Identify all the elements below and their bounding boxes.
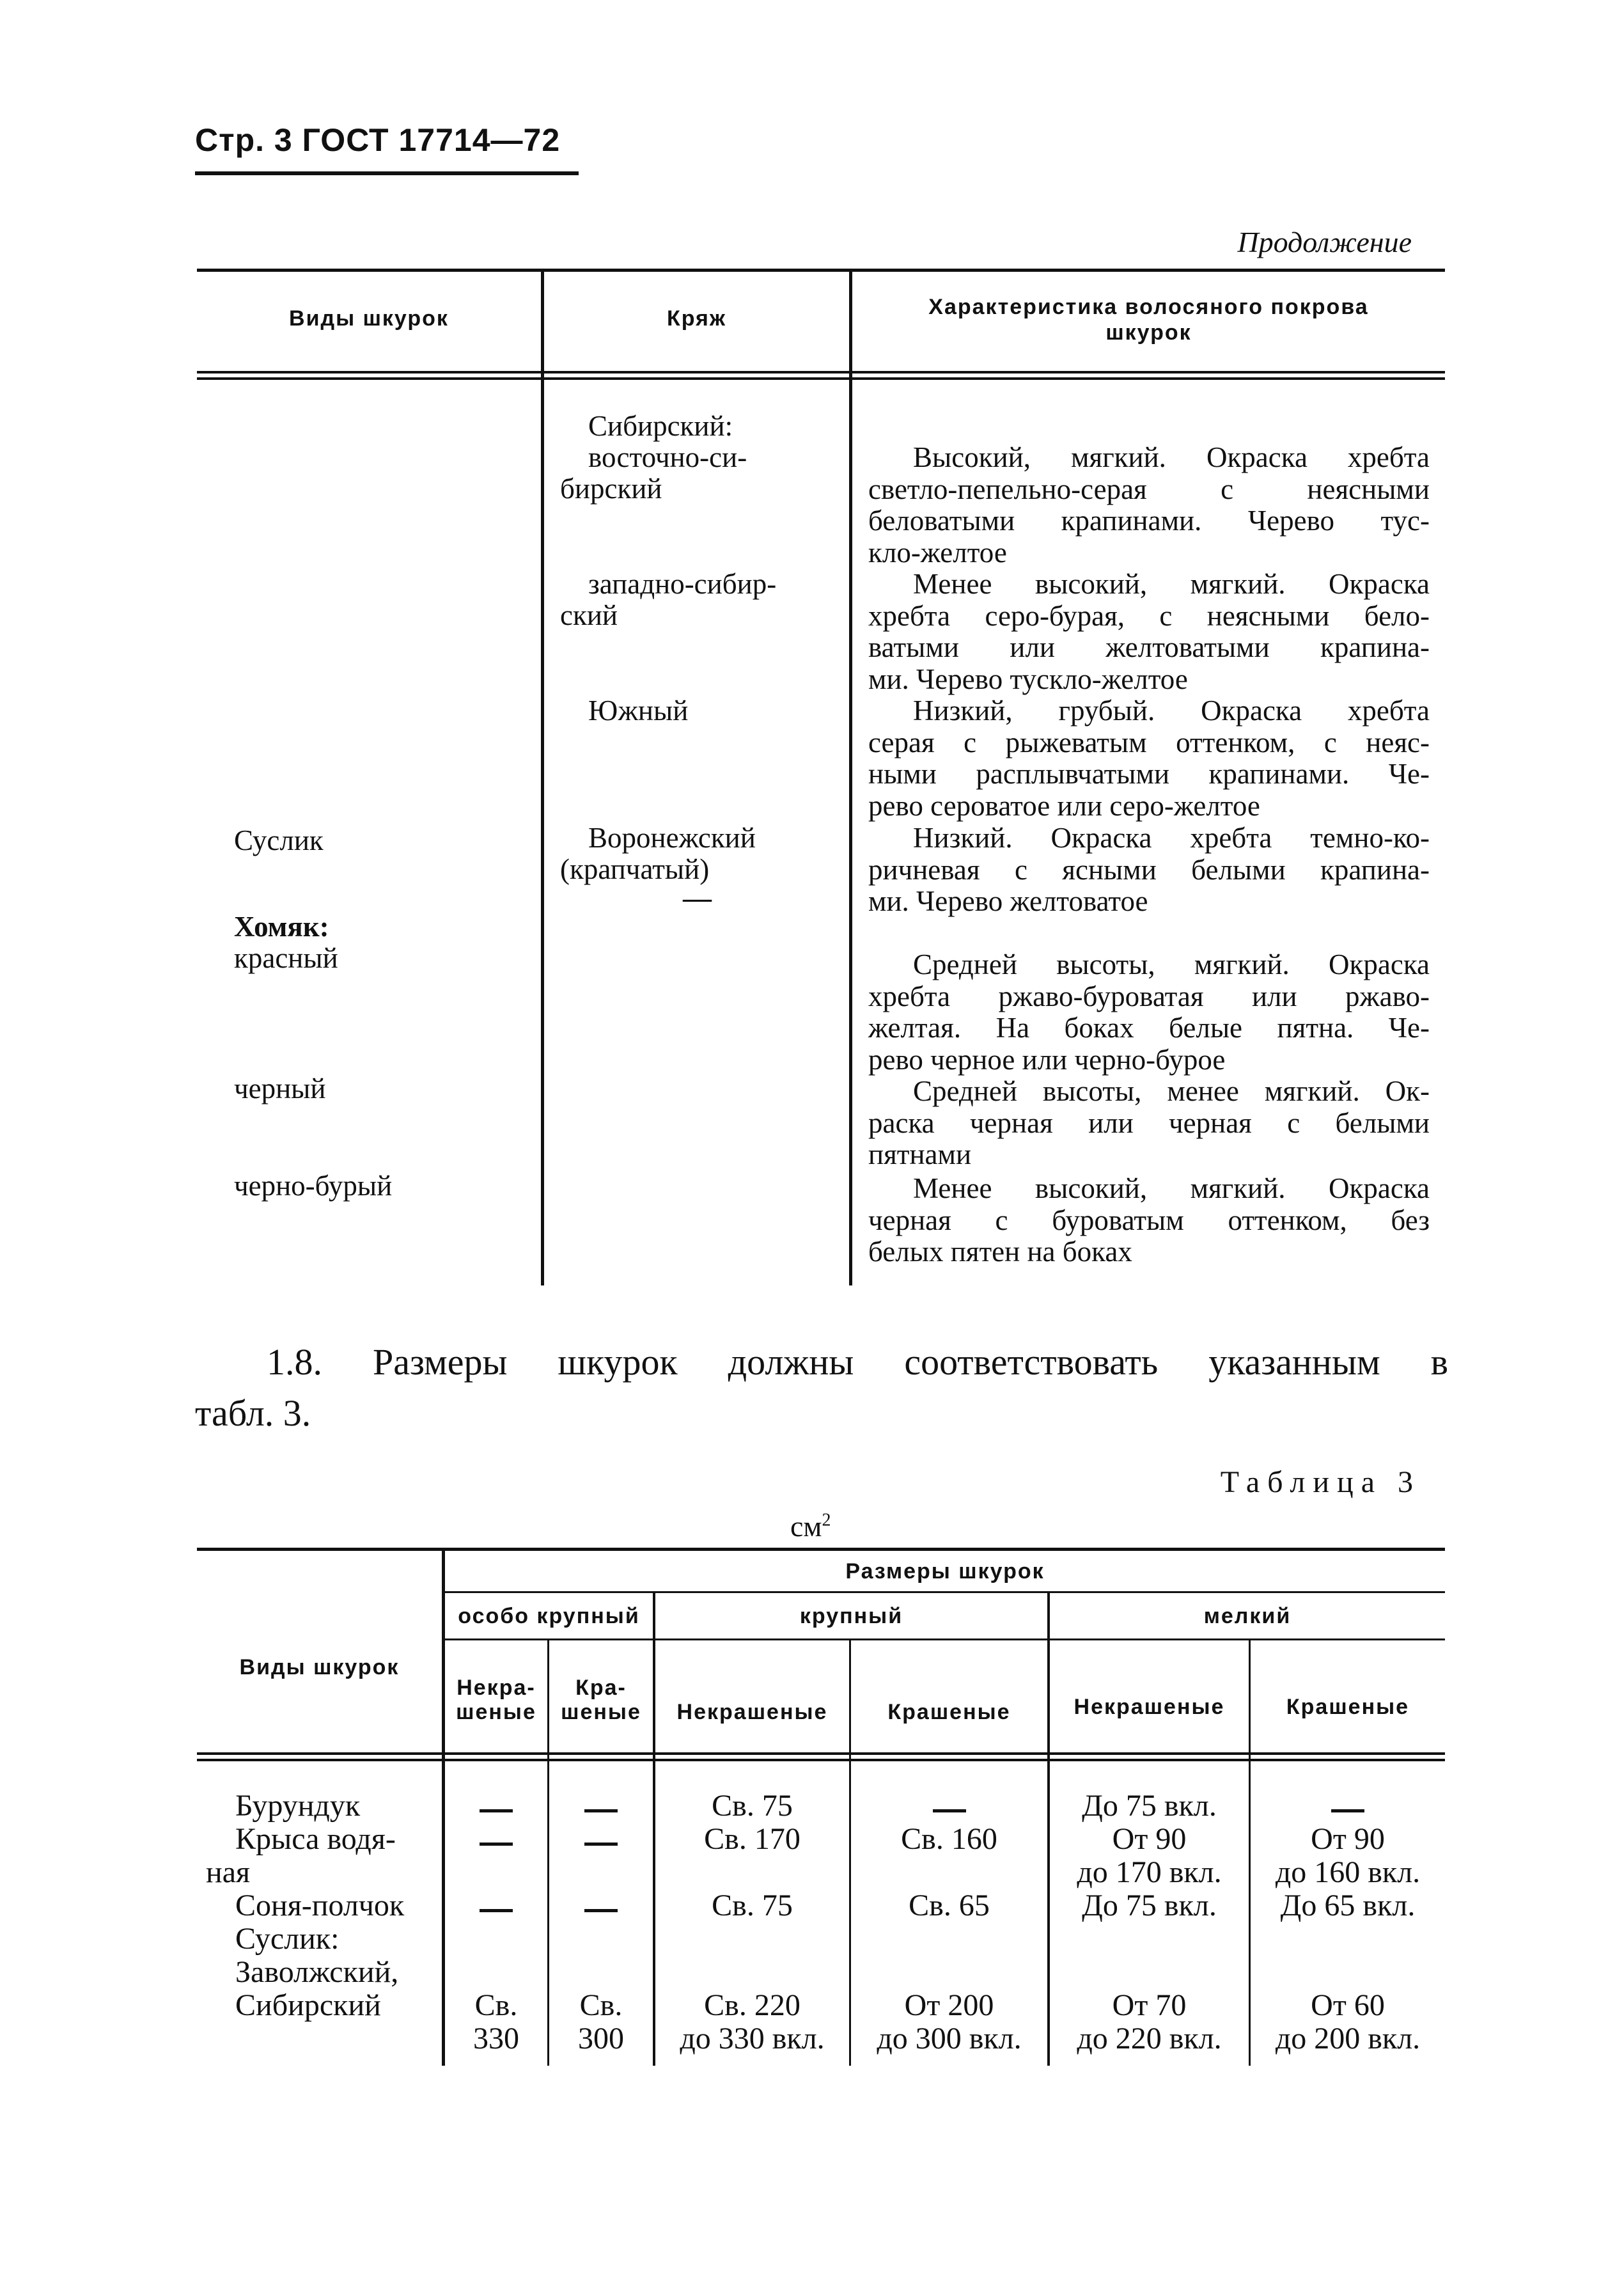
table-3-label: Таблица 3	[1220, 1465, 1421, 1499]
char-line: серая с рыжеватым оттенком, с неяс-	[868, 726, 1430, 758]
dash-mark	[1331, 1809, 1364, 1812]
char-line: Средней высоты, мягкий. Окраска	[913, 948, 1430, 980]
cell-suslik-large-dyed-2: до 300 вкл.	[877, 2022, 1022, 2055]
char-line: Менее высокий, мягкий. Окраска	[913, 1172, 1430, 1204]
table-fur-characteristics	[197, 269, 1445, 1292]
char-line: ватыми или желтоватыми крапина-	[868, 631, 1430, 663]
char-line: рево черное или черно-бурое	[868, 1043, 1226, 1076]
char-line: пятнами	[868, 1138, 972, 1170]
cell-dash	[445, 1892, 547, 1925]
char-line: ми. Черево желтоватое	[868, 885, 1148, 917]
cell-dash	[549, 1825, 653, 1858]
cell-suslik-large-undyed-2: до 330 вкл.	[680, 2022, 825, 2055]
col-header-kinds: Виды шкурок	[239, 1655, 400, 1679]
char-line: раска черная или черная с белыми	[868, 1106, 1430, 1139]
col-header-small-undyed: Некрашеные	[1074, 1695, 1225, 1719]
header-rule-groups	[445, 1638, 1445, 1640]
units-superscript: 2	[822, 1510, 831, 1530]
cell-suslik-xl-dyed-2: 300	[578, 2022, 624, 2055]
dash-mark	[480, 1909, 513, 1912]
column-divider	[541, 269, 544, 1285]
column-divider	[849, 269, 852, 1285]
col-header-extra-large: особо крупный	[458, 1604, 640, 1628]
char-blackbrown-hamster	[868, 1173, 1430, 1268]
char-line: ными расплывчатыми крапинами. Че-	[868, 758, 1430, 790]
char-line: ми. Черево тускло-желтое	[868, 663, 1188, 695]
table-top-rule	[197, 269, 1445, 272]
char-line: хребта серо-бурая, с неясными бело-	[868, 599, 1430, 632]
cell-suslik-small-undyed-1: От 70	[1112, 1988, 1187, 2022]
col-header-kryazh: Кряж	[666, 306, 727, 331]
header-line: Некра-	[457, 1676, 536, 1700]
header-bottom-rule-1	[197, 1752, 1445, 1755]
cell-sonya-small-undyed: До 75 вкл.	[1082, 1889, 1217, 1922]
row-label-zavolzh: Заволжский,	[235, 1955, 399, 1989]
cell-suslik-small-undyed-2: до 220 вкл.	[1077, 2022, 1222, 2055]
kind-red: красный	[234, 942, 338, 974]
kryazh-west-2: ский	[560, 599, 618, 631]
header-rule-sizes	[445, 1591, 1445, 1593]
kryazh-voronezh-1: Воронежский	[588, 822, 756, 854]
header-rule-1	[197, 371, 1445, 373]
col-header-large: крупный	[799, 1604, 903, 1628]
col-header-small-dyed: Крашеные	[1286, 1695, 1410, 1719]
char-line: черная с буроватым оттенком, без	[868, 1204, 1430, 1236]
header-rule	[195, 171, 579, 175]
cell-suslik-small-dyed-2: до 200 вкл.	[1275, 2022, 1421, 2055]
units-label	[790, 1509, 831, 1543]
table-3-sizes	[197, 1548, 1445, 2072]
col-header-xl-undyed	[445, 1676, 547, 1724]
kryazh-dash: —	[683, 882, 712, 914]
char-red-hamster	[868, 949, 1430, 1076]
char-black-hamster	[868, 1076, 1430, 1171]
dash-mark	[933, 1809, 966, 1812]
row-label-krysa-2: ная	[206, 1855, 251, 1889]
dash-mark	[584, 1809, 618, 1812]
row-label-burunduk: Бурундук	[235, 1789, 361, 1823]
col-header-kinds: Виды шкурок	[289, 306, 449, 331]
dash-mark	[480, 1809, 513, 1812]
char-line: Низкий, грубый. Окраска хребта	[913, 695, 1430, 727]
cell-krysa-small-dyed-1: От 90	[1311, 1822, 1385, 1856]
header-line: шеные	[561, 1700, 641, 1724]
char-line: ричневая с ясными белыми крапина-	[868, 853, 1430, 886]
char-line: желтая. На боках белые пятна. Че-	[868, 1012, 1430, 1044]
kind-hamster: Хомяк:	[234, 911, 329, 943]
char-voronezh	[868, 822, 1430, 918]
col-header-xl-dyed	[549, 1676, 653, 1724]
paragraph-line: табл. 3.	[195, 1392, 311, 1434]
cell-krysa-small-undyed-2: до 170 вкл.	[1077, 1855, 1222, 1889]
kryazh-west-1: западно-сибир-	[588, 568, 777, 600]
cell-krysa-small-dyed-2: до 160 вкл.	[1275, 1855, 1421, 1889]
char-line: Средней высоты, менее мягкий. Ок-	[913, 1075, 1430, 1107]
char-line: рево сероватое или серо-желтое	[868, 789, 1260, 822]
cell-suslik-small-dyed-1: От 60	[1311, 1988, 1385, 2022]
cell-dash	[1251, 1792, 1445, 1825]
cell-sonya-large-dyed: Св. 65	[909, 1889, 990, 1922]
paragraph-1-8	[195, 1337, 1448, 1439]
cell-dash	[549, 1892, 653, 1925]
dash-mark	[480, 1843, 513, 1846]
cell-burunduk-large-undyed: Св. 75	[712, 1789, 793, 1823]
cell-burunduk-small-undyed: До 75 вкл.	[1082, 1789, 1217, 1823]
char-line: светло-пепельно-серая с неясными	[868, 473, 1430, 505]
kryazh-voronezh-2: (крапчатый)	[560, 853, 710, 885]
cell-krysa-large-dyed: Св. 160	[901, 1822, 997, 1856]
table-top-rule	[197, 1548, 1445, 1551]
page-header: Стр. 3 ГОСТ 17714—72	[195, 122, 561, 158]
col-header-line: шкурок	[1105, 320, 1192, 345]
row-label-suslik: Суслик:	[235, 1922, 340, 1956]
units-text: см	[790, 1510, 822, 1543]
char-line: белых пятен на боках	[868, 1236, 1132, 1268]
header-line: Кра-	[575, 1676, 627, 1700]
col-header-line: Характеристика волосяного покрова	[928, 295, 1369, 319]
dash-mark	[584, 1909, 618, 1912]
cell-dash	[445, 1792, 547, 1825]
col-header-sizes: Размеры шкурок	[845, 1559, 1045, 1583]
char-line: беловатыми крапинами. Черево тус-	[868, 505, 1430, 537]
kryazh-south: Южный	[588, 695, 689, 727]
row-label-krysa-1: Крыса водя-	[235, 1822, 396, 1856]
cell-krysa-small-undyed-1: От 90	[1112, 1822, 1187, 1856]
char-east-siberian	[868, 442, 1430, 569]
kind-suslik: Суслик	[234, 824, 324, 856]
kind-black: черный	[234, 1073, 326, 1104]
dash-mark	[584, 1843, 618, 1846]
cell-dash	[851, 1792, 1047, 1825]
cell-sonya-large-undyed: Св. 75	[712, 1889, 793, 1922]
cell-sonya-small-dyed: До 65 вкл.	[1280, 1889, 1416, 1922]
paragraph-line: 1.8. Размеры шкурок должны соответствовать указанным в	[267, 1341, 1448, 1383]
cell-suslik-large-dyed-1: От 200	[904, 1988, 994, 2022]
kryazh-east-1: восточно-си-	[588, 441, 747, 473]
col-header-small: мелкий	[1203, 1604, 1292, 1628]
cell-suslik-xl-dyed-1: Св.	[579, 1988, 623, 2022]
char-west-siberian	[868, 569, 1430, 695]
col-header-large-dyed: Крашеные	[887, 1700, 1011, 1724]
col-header-characteristics	[852, 294, 1445, 345]
row-label-sib: Сибирский	[235, 1988, 381, 2022]
char-line: хребта ржаво-буроватая или ржаво-	[868, 980, 1430, 1012]
cell-suslik-large-undyed-1: Св. 220	[704, 1988, 800, 2022]
char-south	[868, 695, 1430, 822]
char-line: Высокий, мягкий. Окраска хребта	[913, 441, 1430, 473]
cell-dash	[445, 1825, 547, 1858]
char-line: Низкий. Окраска хребта темно-ко-	[913, 822, 1430, 854]
cell-suslik-xl-undyed-1: Св.	[474, 1988, 518, 2022]
kind-blackbrown: черно-бурый	[234, 1170, 393, 1202]
continuation-label: Продолжение	[1237, 226, 1412, 258]
cell-dash	[549, 1792, 653, 1825]
col-header-large-undyed: Некрашеные	[676, 1700, 828, 1724]
kryazh-siberian: Сибирский:	[588, 410, 733, 442]
cell-suslik-xl-undyed-2: 330	[473, 2022, 519, 2055]
char-line: кло-желтое	[868, 536, 1007, 569]
header-rule-2	[197, 377, 1445, 380]
cell-krysa-large-undyed: Св. 170	[704, 1822, 800, 1856]
char-line: Менее высокий, мягкий. Окраска	[913, 568, 1430, 600]
header-line: шеные	[456, 1700, 536, 1724]
header-bottom-rule-2	[197, 1759, 1445, 1761]
row-label-sonya: Соня-полчок	[235, 1889, 405, 1922]
kryazh-east-2: бирский	[560, 473, 662, 505]
